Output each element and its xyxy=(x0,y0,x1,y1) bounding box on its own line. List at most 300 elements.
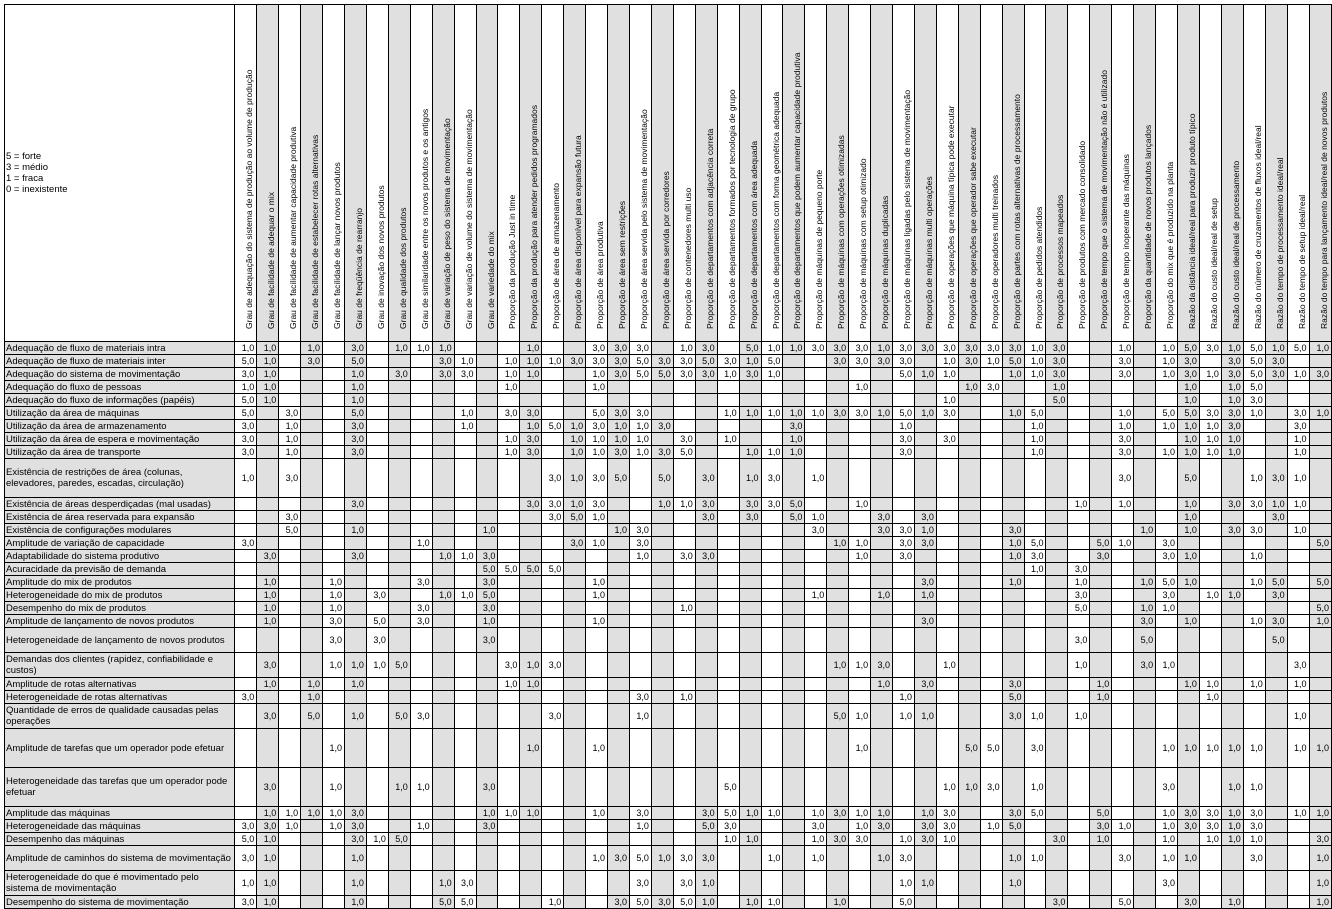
matrix-cell xyxy=(1221,846,1243,871)
matrix-cell: 3,0 xyxy=(388,368,410,381)
matrix-cell xyxy=(366,433,388,446)
matrix-cell: 1,0 xyxy=(1112,820,1134,833)
matrix-cell: 3,0 xyxy=(695,342,717,355)
matrix-cell: 3,0 xyxy=(498,407,520,420)
matrix-cell: 3,0 xyxy=(871,820,893,833)
matrix-cell xyxy=(717,446,739,459)
column-header xyxy=(958,5,980,342)
matrix-cell xyxy=(914,381,936,394)
matrix-cell: 3,0 xyxy=(1309,368,1331,381)
matrix-cell xyxy=(498,615,520,628)
matrix-cell xyxy=(827,768,849,807)
matrix-cell xyxy=(936,602,958,615)
matrix-cell: 3,0 xyxy=(1112,355,1134,368)
matrix-cell xyxy=(1199,355,1221,368)
matrix-cell: 3,0 xyxy=(1287,420,1309,433)
matrix-cell xyxy=(454,833,476,846)
matrix-cell xyxy=(1002,653,1024,678)
matrix-cell xyxy=(827,446,849,459)
matrix-cell xyxy=(893,729,915,768)
matrix-cell xyxy=(936,446,958,459)
matrix-cell xyxy=(980,653,1002,678)
matrix-cell xyxy=(761,871,783,896)
matrix-cell xyxy=(893,498,915,511)
matrix-cell xyxy=(958,433,980,446)
matrix-cell xyxy=(388,729,410,768)
matrix-cell: 3,0 xyxy=(695,807,717,820)
matrix-cell xyxy=(893,628,915,653)
matrix-cell: 1,0 xyxy=(498,433,520,446)
matrix-cell xyxy=(1265,768,1287,807)
matrix-cell xyxy=(301,820,323,833)
matrix-cell: 3,0 xyxy=(476,602,498,615)
matrix-cell: 5,0 xyxy=(1265,576,1287,589)
matrix-cell xyxy=(849,563,871,576)
matrix-cell: 1,0 xyxy=(1156,820,1178,833)
matrix-cell xyxy=(608,678,630,691)
matrix-cell xyxy=(520,394,542,407)
matrix-cell xyxy=(279,381,301,394)
matrix-cell: 1,0 xyxy=(893,833,915,846)
matrix-cell xyxy=(695,729,717,768)
column-header xyxy=(1265,5,1287,342)
matrix-cell xyxy=(783,459,805,498)
matrix-cell xyxy=(1265,871,1287,896)
matrix-cell: 1,0 xyxy=(432,871,454,896)
matrix-cell xyxy=(564,628,586,653)
matrix-cell: 3,0 xyxy=(849,407,871,420)
matrix-cell xyxy=(1002,420,1024,433)
matrix-cell: 1,0 xyxy=(936,394,958,407)
matrix-cell: 3,0 xyxy=(805,524,827,537)
matrix-cell xyxy=(914,653,936,678)
matrix-cell: 1,0 xyxy=(1287,446,1309,459)
matrix-cell: 1,0 xyxy=(673,691,695,704)
matrix-cell xyxy=(1002,768,1024,807)
matrix-cell: 3,0 xyxy=(871,355,893,368)
matrix-cell xyxy=(1046,537,1068,550)
matrix-cell xyxy=(980,871,1002,896)
matrix-cell: 3,0 xyxy=(1243,394,1265,407)
matrix-cell xyxy=(1046,459,1068,498)
matrix-cell: 5,0 xyxy=(893,368,915,381)
matrix-cell xyxy=(388,524,410,537)
matrix-cell: 3,0 xyxy=(235,420,257,433)
matrix-cell xyxy=(761,537,783,550)
matrix-cell xyxy=(388,807,410,820)
matrix-cell xyxy=(344,511,366,524)
matrix-cell: 3,0 xyxy=(1068,628,1090,653)
matrix-cell: 1,0 xyxy=(344,704,366,729)
matrix-cell: 1,0 xyxy=(586,576,608,589)
matrix-cell xyxy=(695,381,717,394)
matrix-cell xyxy=(1090,729,1112,768)
matrix-cell xyxy=(871,446,893,459)
matrix-cell xyxy=(454,691,476,704)
matrix-cell xyxy=(1309,459,1331,498)
matrix-cell xyxy=(432,768,454,807)
matrix-cell xyxy=(366,563,388,576)
column-header-label: Grau de adequação do sistema de produção ao volume de produção xyxy=(244,69,255,329)
matrix-cell: 3,0 xyxy=(279,459,301,498)
matrix-cell: 3,0 xyxy=(586,498,608,511)
matrix-cell: 3,0 xyxy=(498,653,520,678)
matrix-cell xyxy=(432,511,454,524)
matrix-cell xyxy=(542,615,564,628)
matrix-cell xyxy=(344,537,366,550)
matrix-cell xyxy=(958,576,980,589)
matrix-cell xyxy=(958,498,980,511)
matrix-cell xyxy=(1068,433,1090,446)
column-header-label: Proporção de processos mapeados xyxy=(1055,194,1066,329)
matrix-cell xyxy=(914,628,936,653)
matrix-cell xyxy=(608,381,630,394)
matrix-cell: 1,0 xyxy=(586,446,608,459)
column-header xyxy=(608,5,630,342)
matrix-cell: 1,0 xyxy=(1024,846,1046,871)
matrix-cell xyxy=(1002,381,1024,394)
column-header-label: Proporção de departamentos formados por tecnologia de grupo xyxy=(726,89,737,329)
matrix-cell: 5,0 xyxy=(739,342,761,355)
matrix-cell xyxy=(1265,394,1287,407)
matrix-cell xyxy=(717,704,739,729)
matrix-cell xyxy=(1287,576,1309,589)
matrix-cell xyxy=(432,537,454,550)
matrix-cell xyxy=(783,691,805,704)
matrix-cell xyxy=(1002,563,1024,576)
matrix-cell: 5,0 xyxy=(608,459,630,498)
matrix-cell xyxy=(1068,833,1090,846)
matrix-cell: 3,0 xyxy=(893,537,915,550)
matrix-cell xyxy=(893,768,915,807)
matrix-cell xyxy=(257,691,279,704)
matrix-cell xyxy=(608,653,630,678)
matrix-cell: 1,0 xyxy=(1024,446,1046,459)
column-header-label: Proporção de máquinas de pequeno porte xyxy=(814,169,825,329)
matrix-cell xyxy=(520,511,542,524)
matrix-cell xyxy=(1046,628,1068,653)
matrix-cell: 1,0 xyxy=(586,807,608,820)
matrix-cell xyxy=(564,368,586,381)
matrix-cell xyxy=(1309,628,1331,653)
matrix-cell xyxy=(1243,704,1265,729)
matrix-cell xyxy=(651,576,673,589)
matrix-cell: 3,0 xyxy=(608,342,630,355)
matrix-cell xyxy=(936,576,958,589)
matrix-cell: 1,0 xyxy=(1221,820,1243,833)
column-header-label: Grau de qualidade dos produtos xyxy=(397,207,408,329)
matrix-cell: 1,0 xyxy=(542,355,564,368)
matrix-cell xyxy=(1243,511,1265,524)
matrix-cell xyxy=(1090,498,1112,511)
matrix-cell xyxy=(761,833,783,846)
matrix-cell xyxy=(1068,691,1090,704)
matrix-cell: 5,0 xyxy=(761,355,783,368)
matrix-cell xyxy=(980,537,1002,550)
matrix-cell xyxy=(629,589,651,602)
matrix-cell: 3,0 xyxy=(914,537,936,550)
matrix-cell xyxy=(301,615,323,628)
matrix-cell: 1,0 xyxy=(476,524,498,537)
matrix-cell xyxy=(279,342,301,355)
matrix-cell xyxy=(739,871,761,896)
matrix-cell xyxy=(980,459,1002,498)
table-row xyxy=(5,511,1332,524)
column-header xyxy=(1178,5,1200,342)
matrix-cell: 1,0 xyxy=(586,846,608,871)
matrix-cell: 1,0 xyxy=(257,368,279,381)
matrix-cell xyxy=(805,394,827,407)
matrix-cell: 3,0 xyxy=(1068,563,1090,576)
matrix-cell xyxy=(410,524,432,537)
matrix-cell: 3,0 xyxy=(608,407,630,420)
matrix-cell xyxy=(542,407,564,420)
matrix-cell: 5,0 xyxy=(629,846,651,871)
column-header xyxy=(366,5,388,342)
matrix-cell xyxy=(893,589,915,602)
matrix-cell xyxy=(717,511,739,524)
matrix-cell xyxy=(1068,807,1090,820)
matrix-cell: 3,0 xyxy=(805,342,827,355)
matrix-cell: 1,0 xyxy=(1309,896,1331,909)
column-header-label: Proporção de área disponível para expansão futura xyxy=(573,135,584,329)
matrix-cell xyxy=(761,653,783,678)
matrix-cell xyxy=(366,807,388,820)
matrix-cell: 1,0 xyxy=(849,550,871,563)
matrix-cell xyxy=(1046,615,1068,628)
legend-line: 1 = fraca xyxy=(6,173,44,184)
matrix-cell xyxy=(476,871,498,896)
matrix-cell xyxy=(739,615,761,628)
column-header-label: Grau de variação de volume do sistema de movimentação xyxy=(463,109,474,329)
column-header xyxy=(783,5,805,342)
matrix-cell xyxy=(1178,704,1200,729)
matrix-cell: 1,0 xyxy=(717,433,739,446)
matrix-cell xyxy=(783,537,805,550)
matrix-body xyxy=(5,342,1332,909)
matrix-cell xyxy=(454,511,476,524)
matrix-cell: 1,0 xyxy=(257,355,279,368)
matrix-cell xyxy=(651,653,673,678)
matrix-cell: 1,0 xyxy=(586,368,608,381)
matrix-cell xyxy=(958,394,980,407)
matrix-cell: 1,0 xyxy=(454,407,476,420)
matrix-cell xyxy=(783,704,805,729)
matrix-cell xyxy=(344,615,366,628)
matrix-cell: 3,0 xyxy=(1112,368,1134,381)
matrix-cell xyxy=(608,511,630,524)
matrix-cell xyxy=(1090,394,1112,407)
matrix-cell xyxy=(827,563,849,576)
matrix-cell xyxy=(344,628,366,653)
matrix-cell xyxy=(279,589,301,602)
matrix-cell xyxy=(542,537,564,550)
matrix-cell: 1,0 xyxy=(1002,846,1024,871)
matrix-cell xyxy=(893,381,915,394)
matrix-cell xyxy=(520,381,542,394)
matrix-cell: 3,0 xyxy=(673,846,695,871)
matrix-cell xyxy=(980,368,1002,381)
matrix-cell: 5,0 xyxy=(1178,342,1200,355)
matrix-cell xyxy=(257,537,279,550)
matrix-cell xyxy=(1134,407,1156,420)
matrix-cell: 1,0 xyxy=(673,602,695,615)
matrix-cell xyxy=(1134,342,1156,355)
matrix-cell xyxy=(1156,498,1178,511)
matrix-cell xyxy=(542,550,564,563)
matrix-cell: 1,0 xyxy=(629,704,651,729)
matrix-cell xyxy=(1046,407,1068,420)
matrix-cell xyxy=(586,628,608,653)
table-row xyxy=(5,550,1332,563)
matrix-cell: 1,0 xyxy=(1309,846,1331,871)
matrix-cell xyxy=(1024,498,1046,511)
matrix-cell xyxy=(586,563,608,576)
matrix-cell xyxy=(366,446,388,459)
matrix-cell xyxy=(1134,355,1156,368)
matrix-cell xyxy=(608,602,630,615)
column-header-label: Proporção de operações que operador sabe executar xyxy=(967,127,978,329)
matrix-cell xyxy=(629,833,651,846)
matrix-cell: 1,0 xyxy=(344,896,366,909)
matrix-cell: 3,0 xyxy=(301,355,323,368)
matrix-cell: 1,0 xyxy=(1156,729,1178,768)
matrix-cell xyxy=(388,420,410,433)
matrix-cell xyxy=(761,433,783,446)
matrix-cell: 5,0 xyxy=(1024,407,1046,420)
matrix-cell xyxy=(301,433,323,446)
matrix-cell: 1,0 xyxy=(235,871,257,896)
matrix-cell: 5,0 xyxy=(476,589,498,602)
matrix-cell xyxy=(1134,394,1156,407)
row-label: Heterogeneidade do mix de produtos xyxy=(5,589,235,602)
matrix-cell xyxy=(827,420,849,433)
matrix-cell xyxy=(323,420,345,433)
matrix-cell xyxy=(783,653,805,678)
matrix-cell xyxy=(673,653,695,678)
matrix-cell: 3,0 xyxy=(1309,833,1331,846)
matrix-cell xyxy=(520,576,542,589)
row-label: Amplitude das máquinas xyxy=(5,807,235,820)
matrix-cell: 5,0 xyxy=(235,407,257,420)
matrix-cell xyxy=(629,498,651,511)
matrix-cell xyxy=(673,524,695,537)
matrix-cell xyxy=(1112,550,1134,563)
matrix-cell: 3,0 xyxy=(323,628,345,653)
matrix-cell xyxy=(608,576,630,589)
matrix-cell xyxy=(279,355,301,368)
matrix-cell xyxy=(498,602,520,615)
column-header xyxy=(410,5,432,342)
matrix-cell xyxy=(783,355,805,368)
matrix-cell: 1,0 xyxy=(1046,381,1068,394)
matrix-cell xyxy=(432,833,454,846)
matrix-cell xyxy=(827,498,849,511)
matrix-cell xyxy=(1309,524,1331,537)
matrix-cell xyxy=(717,537,739,550)
matrix-cell xyxy=(761,678,783,691)
row-label: Utilização da área de espera e movimentação xyxy=(5,433,235,446)
matrix-cell xyxy=(958,615,980,628)
matrix-cell xyxy=(849,768,871,807)
matrix-cell: 3,0 xyxy=(1090,550,1112,563)
matrix-cell: 1,0 xyxy=(279,446,301,459)
matrix-cell xyxy=(936,691,958,704)
matrix-cell: 3,0 xyxy=(235,368,257,381)
matrix-cell xyxy=(827,871,849,896)
column-header-label: Proporção de máquinas com operações otimizadas xyxy=(836,135,847,329)
matrix-cell xyxy=(410,807,432,820)
matrix-cell: 1,0 xyxy=(1243,678,1265,691)
matrix-cell xyxy=(695,628,717,653)
column-header xyxy=(344,5,366,342)
matrix-cell: 1,0 xyxy=(323,653,345,678)
matrix-cell: 5,0 xyxy=(542,420,564,433)
matrix-cell xyxy=(1090,704,1112,729)
matrix-cell xyxy=(914,446,936,459)
matrix-cell xyxy=(476,394,498,407)
matrix-cell xyxy=(651,871,673,896)
matrix-cell: 3,0 xyxy=(476,576,498,589)
matrix-cell xyxy=(520,602,542,615)
matrix-cell xyxy=(323,342,345,355)
matrix-cell xyxy=(366,820,388,833)
table-row xyxy=(5,498,1332,511)
matrix-cell: 1,0 xyxy=(520,678,542,691)
matrix-cell: 1,0 xyxy=(1309,615,1331,628)
row-label: Utilização da área de transporte xyxy=(5,446,235,459)
matrix-cell xyxy=(1309,498,1331,511)
matrix-cell: 3,0 xyxy=(1243,498,1265,511)
matrix-cell xyxy=(1002,615,1024,628)
matrix-cell xyxy=(410,511,432,524)
matrix-cell xyxy=(1156,394,1178,407)
column-header xyxy=(695,5,717,342)
matrix-cell xyxy=(542,678,564,691)
matrix-cell: 3,0 xyxy=(476,628,498,653)
matrix-cell xyxy=(673,704,695,729)
matrix-cell xyxy=(739,420,761,433)
matrix-cell: 3,0 xyxy=(344,498,366,511)
matrix-cell: 1,0 xyxy=(914,524,936,537)
matrix-cell xyxy=(717,576,739,589)
matrix-cell: 3,0 xyxy=(1112,846,1134,871)
legend-line: 0 = inexistente xyxy=(6,184,68,195)
matrix-cell: 3,0 xyxy=(1265,589,1287,602)
matrix-cell: 1,0 xyxy=(586,589,608,602)
matrix-cell xyxy=(673,394,695,407)
matrix-cell xyxy=(1265,678,1287,691)
matrix-cell xyxy=(564,871,586,896)
matrix-cell xyxy=(1090,628,1112,653)
matrix-cell xyxy=(388,820,410,833)
matrix-cell: 3,0 xyxy=(432,368,454,381)
legend-line: 5 = forte xyxy=(6,151,42,162)
matrix-cell xyxy=(608,833,630,846)
matrix-cell: 1,0 xyxy=(586,511,608,524)
matrix-cell xyxy=(586,768,608,807)
matrix-cell xyxy=(388,628,410,653)
matrix-cell: 1,0 xyxy=(1002,550,1024,563)
matrix-cell xyxy=(279,368,301,381)
matrix-cell xyxy=(827,820,849,833)
matrix-cell xyxy=(366,407,388,420)
matrix-cell: 3,0 xyxy=(651,355,673,368)
matrix-cell xyxy=(608,820,630,833)
matrix-cell xyxy=(980,524,1002,537)
matrix-cell xyxy=(432,394,454,407)
matrix-cell xyxy=(695,563,717,576)
